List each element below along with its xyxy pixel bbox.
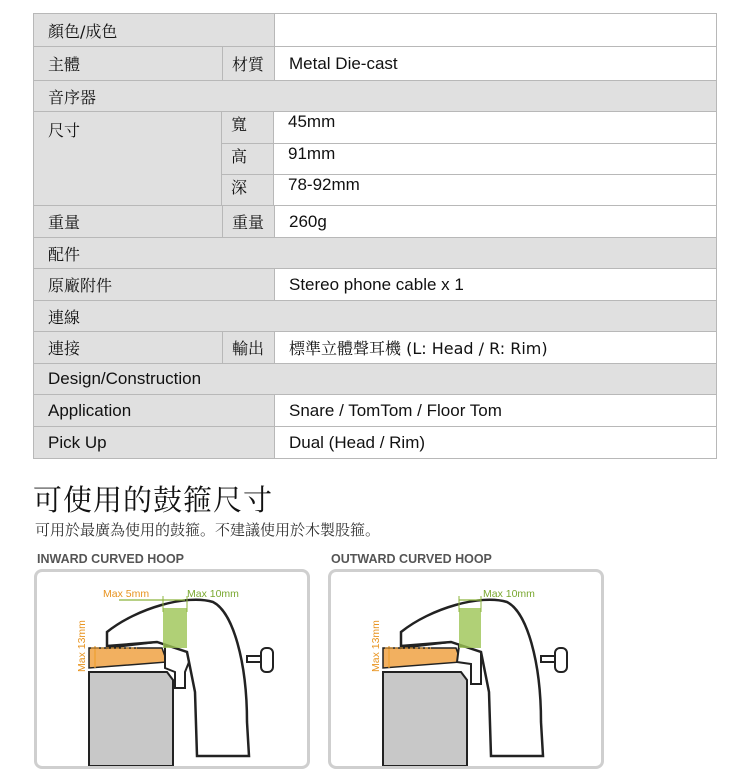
spec-value: 標準立體聲耳機 (L: Head / R: Rim) — [274, 332, 716, 363]
spec-row-weight — [34, 205, 716, 237]
diagram-outward-hoop — [328, 569, 604, 769]
dim-label-max5: Max 5mm — [103, 588, 150, 600]
spec-label: 連接 — [34, 332, 222, 363]
spec-row-application — [34, 394, 716, 426]
spec-row-cabling — [34, 300, 716, 331]
spec-label: 主體 — [34, 47, 222, 80]
size-height-row — [221, 143, 716, 174]
spec-label: Application — [34, 395, 274, 426]
diagram-inward-hoop — [34, 569, 310, 769]
spec-value: 91mm — [273, 144, 716, 174]
section-title: 可使用的鼓箍尺寸 — [33, 483, 274, 517]
spec-row-pickup — [34, 426, 716, 458]
spec-section-label: 配件 — [48, 244, 81, 264]
spec-value: 260g — [274, 206, 716, 237]
spec-value: Metal Die-cast — [274, 47, 716, 80]
spec-sublabel: 高 — [221, 144, 273, 174]
spec-sublabel: 輸出 — [222, 332, 274, 363]
dim-label-max10: Max 10mm — [187, 588, 239, 600]
spec-label: 重量 — [34, 206, 222, 237]
spec-sublabel: 材質 — [222, 47, 274, 80]
outward-hoop-illustration — [331, 572, 601, 766]
spec-row-sequencer — [34, 80, 716, 111]
spec-row-body — [34, 46, 716, 80]
spec-section-label: Design/Construction — [48, 369, 202, 388]
inward-hoop-illustration — [37, 572, 307, 766]
spec-value — [274, 14, 716, 46]
spec-row-design — [34, 363, 716, 394]
diagram-title-inward: INWARD CURVED HOOP — [37, 552, 185, 566]
spec-sublabel: 寬 — [221, 112, 273, 143]
spec-row-connect — [34, 331, 716, 363]
size-subrows — [221, 112, 716, 205]
size-depth-row — [221, 174, 716, 205]
spec-label: 尺寸 — [34, 112, 221, 205]
spec-sublabel: 深 — [221, 175, 273, 205]
dim-label-max13: Max 13mm — [370, 620, 382, 672]
spec-sublabel: 重量 — [222, 206, 274, 237]
dim-label-max10: Max 10mm — [483, 588, 535, 600]
diagram-title-outward: OUTWARD CURVED HOOP — [331, 552, 492, 566]
spec-label: Pick Up — [34, 427, 274, 458]
spec-row-included — [34, 268, 716, 300]
spec-value: 45mm — [273, 112, 716, 143]
spec-table — [33, 13, 717, 459]
spec-section-label: 連線 — [48, 307, 81, 327]
spec-value: 78-92mm — [273, 175, 716, 205]
size-width-row — [221, 112, 716, 143]
section-description: 可用於最廣為使用的鼓箍。不建議使用於木製股箍。 — [35, 521, 381, 539]
spec-value: Snare / TomTom / Floor Tom — [274, 395, 716, 426]
spec-row-accessories — [34, 237, 716, 268]
spec-row-color — [34, 14, 716, 46]
spec-row-size — [34, 111, 716, 205]
spec-label: 原廠附件 — [34, 269, 274, 300]
spec-value: Dual (Head / Rim) — [274, 427, 716, 458]
spec-value: Stereo phone cable x 1 — [274, 269, 716, 300]
dim-label-max13: Max 13mm — [76, 620, 88, 672]
spec-label: 顏色/成色 — [34, 14, 274, 46]
spec-section-label: 音序器 — [48, 87, 97, 107]
